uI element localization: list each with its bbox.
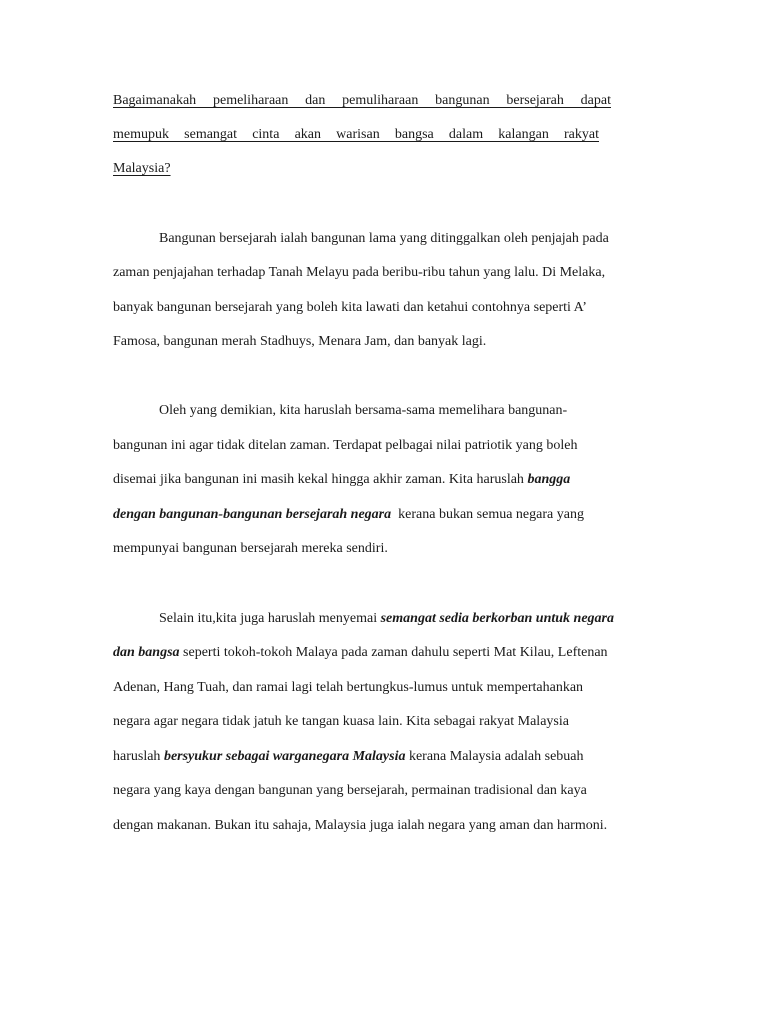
paragraph-1-line-4: Famosa, bangunan merah Stadhuys, Menara Jam, dan banyak lagi. xyxy=(113,334,487,349)
emphasis-semangat-berkorban: semangat sedia berkorban untuk negara xyxy=(380,611,614,626)
paragraph-1-line-2: zaman penjajahan terhadap Tanah Melayu pada beribu-ribu tahun yang lalu. Di Melaka, xyxy=(113,265,606,280)
paragraph-2-line-4-text: kerana bukan semua negara yang xyxy=(391,507,584,522)
paragraph-3-line-5-text-b: kerana Malaysia adalah sebuah xyxy=(405,749,584,764)
paragraph-3-line-5-text-a: haruslah xyxy=(113,749,164,764)
paragraph-2-line-1: Oleh yang demikian, kita haruslah bersama-sama memelihara bangunan- xyxy=(159,403,568,418)
question-line-2: memupuk semangat cinta akan warisan bangsa dalam kalangan rakyat xyxy=(113,127,599,142)
emphasis-dan-bangsa: dan bangsa xyxy=(113,645,180,660)
paragraph-3-line-1 xyxy=(159,609,614,629)
question-line-1: Bagaimanakah pemeliharaan dan pemuliharaan bangunan bersejarah dapat xyxy=(113,93,611,108)
paragraph-2-line-3-text: disemai jika bangunan ini masih kekal hingga akhir zaman. Kita haruslah xyxy=(113,472,528,487)
paragraph-2-line-5: mempunyai bangunan bersejarah mereka sendiri. xyxy=(113,541,388,556)
paragraph-3-line-1-text: Selain itu,kita juga haruslah menyemai xyxy=(159,611,381,626)
paragraph-3-line-7: dengan makanan. Bukan itu sahaja, Malaysia juga ialah negara yang aman dan harmoni. xyxy=(113,818,608,833)
paragraph-3-line-2-text: seperti tokoh-tokoh Malaya pada zaman dahulu seperti Mat Kilau, Leftenan xyxy=(179,645,608,660)
paragraph-3-line-5 xyxy=(113,747,584,767)
emphasis-bangga: bangga xyxy=(527,472,571,487)
question-line-3: Malaysia? xyxy=(113,161,171,176)
emphasis-bangunan-bersejarah: dengan bangunan-bangunan bersejarah negara xyxy=(113,507,392,522)
paragraph-3-line-2 xyxy=(113,643,608,663)
paragraph-3-line-4: negara agar negara tidak jatuh ke tangan kuasa lain. Kita sebagai rakyat Malaysia xyxy=(113,714,569,729)
paragraph-3-line-3: Adenan, Hang Tuah, dan ramai lagi telah bertungkus-lumus untuk mempertahankan xyxy=(113,680,584,695)
paragraph-2-line-3 xyxy=(113,470,570,490)
paragraph-3-line-6: negara yang kaya dengan bangunan yang bersejarah, permainan tradisional dan kaya xyxy=(113,783,587,798)
paragraph-1-line-1: Bangunan bersejarah ialah bangunan lama yang ditinggalkan oleh penjajah pada xyxy=(159,231,609,246)
paragraph-1-line-3: banyak bangunan bersejarah yang boleh kita lawati dan ketahui contohnya seperti A’ xyxy=(113,300,587,315)
paragraph-2-line-4 xyxy=(113,505,584,525)
paragraph-2-line-2: bangunan ini agar tidak ditelan zaman. Terdapat pelbagai nilai patriotik yang boleh xyxy=(113,438,578,453)
emphasis-bersyukur: bersyukur sebagai warganegara Malaysia xyxy=(163,749,406,764)
